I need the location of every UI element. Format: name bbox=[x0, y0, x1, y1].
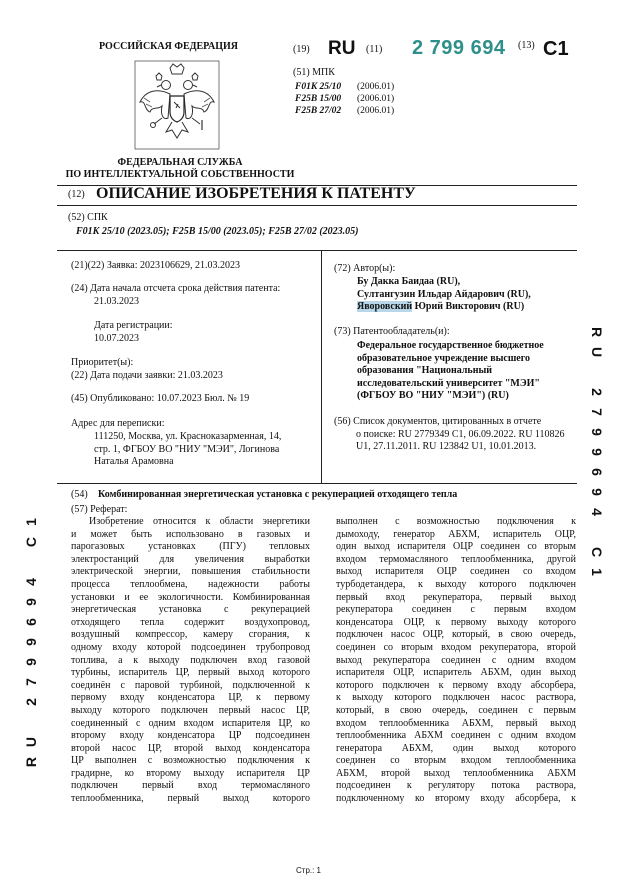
abstract-line: соединен со вторым входом рекуператора, второй bbox=[336, 641, 576, 653]
invention-title-code: (54) bbox=[71, 489, 88, 500]
abstract-line: теплообменника АБХМ соединен с одним входом bbox=[336, 730, 576, 742]
doc-title: ОПИСАНИЕ ИЗОБРЕТЕНИЯ К ПАТЕНТУ bbox=[96, 185, 416, 202]
russian-coat-of-arms-icon bbox=[132, 58, 222, 152]
patent-number: 2 799 694 bbox=[412, 37, 506, 59]
abstract-line: электростанций для увеличения выработки bbox=[71, 553, 310, 565]
authors-label: (72) Автор(ы): bbox=[334, 263, 396, 274]
ipc-version: (2006.01) bbox=[357, 82, 395, 92]
ipc-item bbox=[295, 81, 394, 93]
registration-label: Дата регистрации: bbox=[94, 320, 173, 331]
abstract-line: испарителя ОЦР, испаритель АБХМ, один выход bbox=[336, 667, 576, 679]
cited-docs-line: о поиске: RU 2779349 C1, 06.09.2022. RU 110826 bbox=[356, 428, 565, 440]
abstract-line: процесса теплообмена, надежности работы bbox=[71, 578, 310, 590]
owner-line: Федеральное государственное бюджетное bbox=[357, 340, 544, 351]
author-rest: Юрий Викторович (RU) bbox=[412, 301, 525, 313]
address-block bbox=[94, 431, 281, 469]
address-line: Наталья Арамовна bbox=[94, 456, 174, 468]
abstract-line: и может быть использовано в газовых и bbox=[71, 528, 310, 540]
cited-docs bbox=[334, 416, 565, 454]
side-number-char: R bbox=[589, 326, 605, 338]
abstract-line: турбодетандера, к выходу которого подключен bbox=[336, 578, 576, 590]
abstract-line: выполнен с возможностью подключения к bbox=[336, 516, 576, 527]
application-number: (21)(22) Заявка: 2023106629, 21.03.2023 bbox=[71, 260, 241, 271]
abstract-line: генератора АБХМ, один выход которого bbox=[336, 742, 576, 754]
abstract-line: к выходу которого подключен насос раствора, bbox=[336, 692, 576, 704]
cpc-classes: F01K 25/10 (2023.05); F25B 15/00 (2023.05); F25B 27/02 (2023.05) bbox=[76, 226, 359, 237]
abstract-line: ЦР выполнен с возможностью подключения к bbox=[71, 755, 310, 767]
ipc-label: (51) МПК bbox=[293, 67, 335, 78]
cited-docs-line: U1, 27.11.2011. RU 123842 U1, 10.01.2013. bbox=[356, 441, 537, 453]
abstract-line: выход рекуператора соединен с одним входом bbox=[336, 654, 576, 666]
abstract-line: отходящего тепла содержит воздухопровод, bbox=[71, 616, 310, 628]
abstract-line: электрической энергии, повышения стабильности bbox=[71, 566, 310, 578]
agency-name-line1: ФЕДЕРАЛЬНАЯ СЛУЖБА bbox=[117, 157, 243, 168]
abstract-line: второму входу конденсатора ЦР подсоединен bbox=[71, 730, 310, 742]
abstract-line: парогазовых установках (ПГУ) тепловых bbox=[71, 541, 310, 553]
abstract-line: подключенному ко второму входу абсорбера, к bbox=[336, 793, 576, 805]
side-number-char: 9 bbox=[588, 448, 605, 456]
author bbox=[357, 301, 531, 314]
side-number-char: 1 bbox=[588, 568, 605, 576]
side-number-char: R bbox=[23, 756, 39, 768]
ipc-version: (2006.01) bbox=[357, 106, 395, 116]
abstract-line: первый вход рекуператора, первый выход bbox=[336, 591, 576, 603]
coat-of-arms-emblem bbox=[132, 58, 222, 152]
abstract-line: второй насос ЦР, второй выход конденсатора bbox=[71, 742, 310, 754]
side-number-char: 6 bbox=[22, 618, 39, 626]
divider bbox=[57, 250, 577, 251]
invention-title: Комбинированная энергетическая установка с рекуперацией отходящего тепла bbox=[98, 489, 458, 500]
divider bbox=[57, 205, 577, 206]
address-line: 111250, Москва, ул. Красноказарменная, 14, bbox=[94, 431, 282, 442]
ipc-item bbox=[295, 105, 394, 117]
abstract-line: дымоходу, генератор АБХМ, испаритель ОЦР, bbox=[336, 528, 576, 540]
abstract-line: входом теплообменника АБХМ, первый выход bbox=[336, 717, 576, 729]
abstract-line: первому входу конденсатора ЦР, к первому bbox=[71, 692, 310, 704]
abstract-line: которого подключен к первому входу абсорбера, bbox=[336, 679, 576, 691]
registration-date: 10.07.2023 bbox=[94, 333, 139, 344]
side-number-char: 2 bbox=[588, 388, 605, 396]
side-number-char: U bbox=[589, 346, 605, 358]
inid-13: (13) bbox=[518, 40, 535, 51]
term-date: 21.03.2023 bbox=[94, 296, 139, 307]
side-number-char: 4 bbox=[588, 508, 605, 516]
owner-block bbox=[357, 340, 544, 403]
abstract-line: подключен первый вход термомасляного bbox=[71, 780, 310, 792]
owner-line: исследовательский университет "МЭИ" bbox=[357, 377, 540, 389]
owner-line: образования "Национальный bbox=[357, 365, 493, 377]
ipc-class: F25B 27/02 bbox=[295, 106, 342, 116]
authors-list bbox=[357, 276, 531, 314]
abstract-line: установки и ее экологичности. Комбинированная bbox=[71, 591, 310, 603]
abstract-line: соединен со вторым входом теплообменника bbox=[336, 755, 576, 767]
side-number-char: 9 bbox=[22, 658, 39, 666]
abstract-line: подсоединен к регулятору потока раствора, bbox=[336, 780, 576, 792]
side-number-char: 9 bbox=[22, 598, 39, 606]
side-number-left bbox=[22, 512, 40, 772]
ipc-version: (2006.01) bbox=[357, 94, 395, 104]
ipc-class: F25B 15/00 bbox=[295, 94, 342, 104]
inid-19: (19) bbox=[293, 44, 310, 55]
ipc-list bbox=[295, 81, 394, 117]
author: Султангузин Ильдар Айдарович (RU), bbox=[357, 288, 531, 300]
priority-label: Приоритет(ы): bbox=[71, 357, 134, 368]
country-name: РОССИЙСКАЯ ФЕДЕРАЦИЯ bbox=[99, 41, 239, 52]
abstract-line: соединён с паровой турбиной, подключенной к bbox=[71, 679, 310, 691]
side-number-char: C bbox=[589, 546, 605, 558]
owner-line: образовательное учреждение высшего bbox=[357, 352, 531, 364]
owner-label: (73) Патентообладатель(и): bbox=[334, 326, 450, 337]
filing-date: (22) Дата подачи заявки: 21.03.2023 bbox=[71, 370, 223, 381]
side-number-char: C bbox=[23, 536, 39, 548]
side-number-char: 6 bbox=[588, 468, 605, 476]
publication: (45) Опубликовано: 10.07.2023 Бюл. № 19 bbox=[71, 393, 250, 404]
side-number-char: 4 bbox=[22, 578, 39, 586]
abstract-line: теплообменника, первый выход которого bbox=[71, 793, 310, 805]
side-number-char: 9 bbox=[22, 638, 39, 646]
cited-docs-line: (56) Список документов, цитированных в отчете bbox=[334, 416, 542, 427]
side-number-char: 9 bbox=[588, 488, 605, 496]
side-number-char: 7 bbox=[588, 408, 605, 416]
inid-11: (11) bbox=[366, 44, 383, 55]
abstract-line: конденсатора ОЦР, к первому выходу которого bbox=[336, 616, 576, 628]
country-code: RU bbox=[328, 38, 356, 59]
cpc-label: (52) СПК bbox=[68, 212, 108, 223]
abstract-line: входом термомасляного теплообменника, другой bbox=[336, 553, 576, 565]
abstract-line: АБХМ, второй выход теплообменника АБХМ bbox=[336, 767, 576, 779]
side-number-char: U bbox=[23, 736, 39, 748]
abstract-line: одному входу которой подсоединен трубопровод bbox=[71, 641, 310, 653]
abstract-line: выходу которого подключен первый насос ЦР, bbox=[71, 704, 310, 716]
abstract-line: воздушный компрессор, камеру сгорания, к bbox=[71, 629, 310, 641]
abstract-line: топлива, а к выходу подключен вход газовой bbox=[71, 654, 310, 666]
side-number-char: 7 bbox=[22, 678, 39, 686]
abstract-line: энергетическая установка с рекуперацией bbox=[71, 604, 310, 616]
ipc-item bbox=[295, 93, 394, 105]
address-label: Адрес для переписки: bbox=[71, 418, 165, 429]
divider bbox=[57, 483, 577, 484]
kind-code: C1 bbox=[543, 38, 569, 60]
author: Бу Дакка Баидаа (RU), bbox=[357, 276, 461, 287]
doc-title-code: (12) bbox=[68, 189, 85, 200]
term-label: (24) Дата начала отсчета срока действия патента: bbox=[71, 283, 281, 294]
abstract-left-column bbox=[71, 516, 310, 806]
column-divider bbox=[321, 250, 322, 483]
side-number-char: 2 bbox=[22, 698, 39, 706]
side-number-char: 9 bbox=[588, 428, 605, 436]
owner-line: (ФГБОУ ВО "НИУ "МЭИ") (RU) bbox=[357, 390, 509, 402]
abstract-line: рекуператора соединен с первым входом bbox=[336, 604, 576, 616]
abstract-line: подключен насос ОЦР, который, в свою очередь, bbox=[336, 629, 576, 641]
abstract-line: соединенный с одним входом испарителя ЦР, ко bbox=[71, 717, 310, 729]
ipc-class: F01K 25/10 bbox=[295, 82, 342, 92]
side-number-char: 1 bbox=[22, 518, 39, 526]
abstract-line: Изобретение относится к области энергетики bbox=[89, 516, 310, 527]
agency-name-line2: ПО ИНТЕЛЛЕКТУАЛЬНОЙ СОБСТВЕННОСТИ bbox=[65, 169, 295, 180]
abstract-label: (57) Реферат: bbox=[71, 504, 128, 515]
abstract-line: турбины, испаритель ЦР, первый выход которого bbox=[71, 667, 310, 679]
page-number: Стр.: 1 bbox=[296, 866, 322, 875]
address-line: стр. 1, ФГБОУ ВО "НИУ "МЭИ", Логинова bbox=[94, 443, 280, 455]
abstract-line: который, в свою очередь, соединен с первым bbox=[336, 704, 576, 716]
side-number-right bbox=[588, 322, 606, 582]
highlighted-text: Яворовский bbox=[357, 301, 413, 313]
abstract-line: один выход испарителя ОЦР соединен со вторым bbox=[336, 541, 576, 553]
abstract-line: выход испарителя ОЦР соединен со входом bbox=[336, 566, 576, 578]
abstract-line: градирне, ко второму выходу испарителя ЦР bbox=[71, 767, 310, 779]
abstract-right-column bbox=[336, 516, 576, 806]
